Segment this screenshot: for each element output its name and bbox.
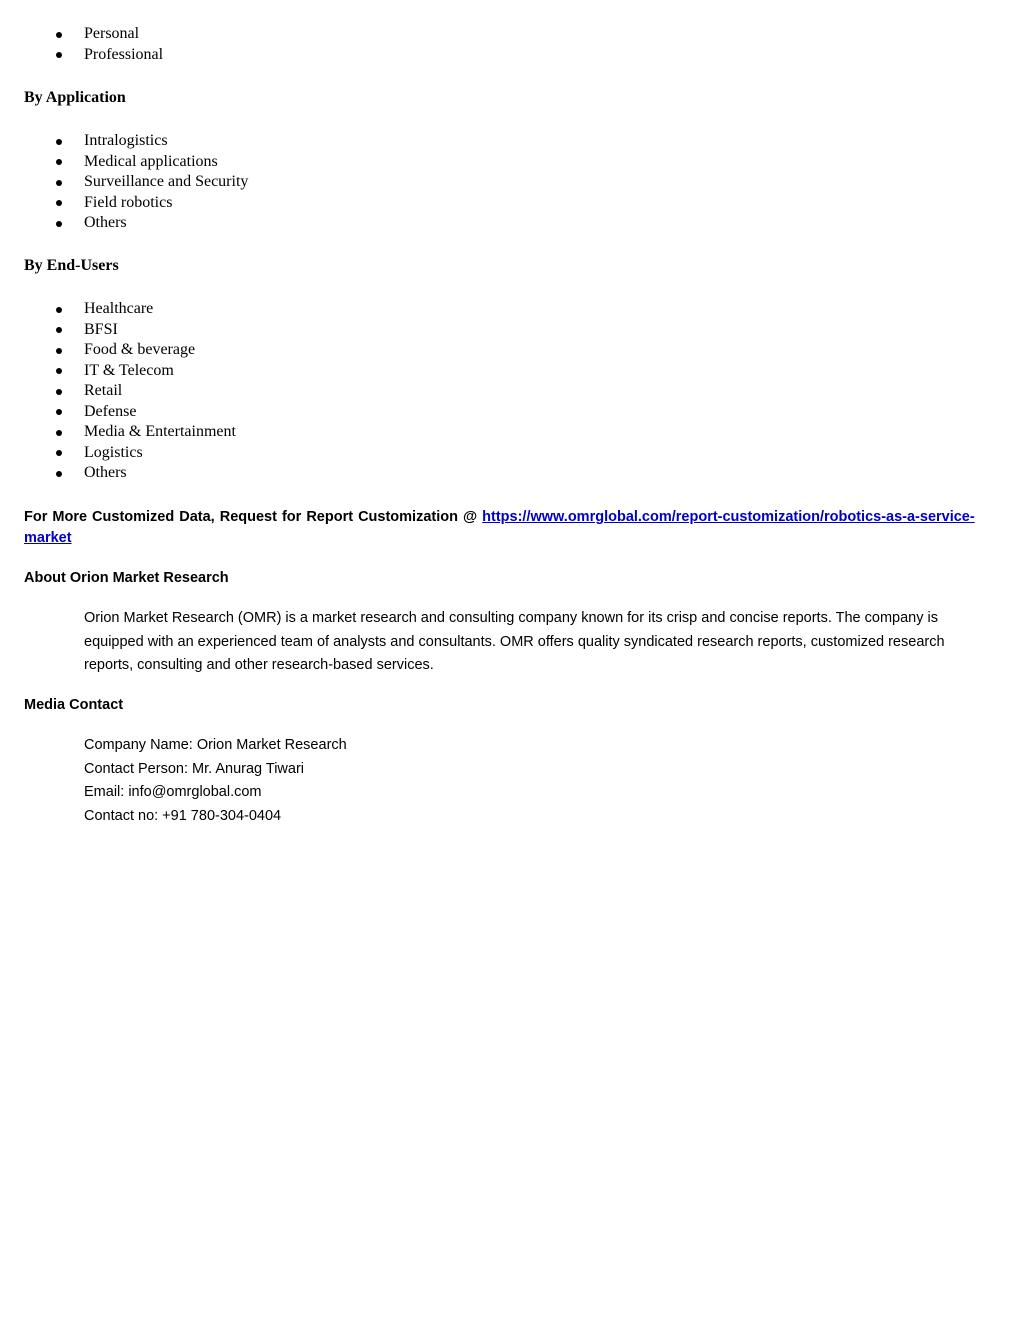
list-item-label: Retail bbox=[84, 382, 123, 399]
list-item bbox=[24, 320, 1000, 341]
about-heading: About Orion Market Research bbox=[24, 570, 229, 586]
list-item-label: BFSI bbox=[84, 320, 118, 338]
customization-link[interactable]: https://www.omrglobal.com/report-customization/robotics-as-a-service-market bbox=[24, 509, 975, 546]
contact-email: Email: info@omrglobal.com bbox=[84, 784, 262, 800]
type-list-section bbox=[24, 24, 1000, 65]
list-item bbox=[24, 172, 1000, 193]
bullet-icon bbox=[56, 327, 62, 333]
list-item-label: Logistics bbox=[84, 443, 143, 461]
media-contact-details bbox=[24, 734, 1000, 828]
about-paragraph: Orion Market Research (OMR) is a market research and consulting company known for its crisp and concise reports. The company is equipped with an experienced team of analysts and consultants. OMR offers quality syndicated research reports, customized research reports, consulting and other research-based services. bbox=[84, 610, 945, 673]
bullet-icon bbox=[56, 389, 62, 395]
list-item-label: Others bbox=[84, 214, 127, 231]
bullet-icon bbox=[56, 139, 62, 145]
list-item-label: Personal bbox=[84, 25, 140, 42]
end-users-heading: By End-Users bbox=[24, 257, 119, 274]
list-item-label: Medical applications bbox=[84, 152, 218, 170]
bullet-icon bbox=[56, 348, 62, 354]
list-item bbox=[24, 45, 1000, 66]
list-item-label: Food & beverage bbox=[84, 341, 196, 358]
end-users-list bbox=[24, 299, 1000, 484]
list-item-label: IT & Telecom bbox=[84, 361, 174, 379]
application-list bbox=[24, 131, 1000, 234]
media-contact-heading: Media Contact bbox=[24, 697, 124, 713]
list-item bbox=[24, 381, 1000, 402]
bullet-icon bbox=[56, 221, 62, 227]
end-users-section bbox=[24, 299, 1000, 484]
bullet-icon bbox=[56, 200, 62, 206]
list-item-label: Professional bbox=[84, 45, 164, 63]
list-item bbox=[24, 443, 1000, 464]
list-item bbox=[24, 152, 1000, 173]
bullet-icon bbox=[56, 430, 62, 436]
list-item-label: Intralogistics bbox=[84, 132, 168, 149]
list-item bbox=[24, 340, 1000, 361]
list-item bbox=[24, 24, 1000, 45]
bullet-icon bbox=[56, 471, 62, 477]
application-heading: By Application bbox=[24, 89, 126, 106]
list-item-label: Healthcare bbox=[84, 300, 154, 317]
list-item-label: Field robotics bbox=[84, 193, 173, 211]
bullet-icon bbox=[56, 159, 62, 165]
customization-callout bbox=[24, 507, 1000, 549]
list-item bbox=[24, 131, 1000, 152]
contact-person: Contact Person: Mr. Anurag Tiwari bbox=[84, 760, 305, 777]
customization-text: For More Customized Data, Request for Report Customization @ bbox=[24, 509, 483, 525]
contact-phone: Contact no: +91 780-304-0404 bbox=[84, 807, 282, 824]
bullet-icon bbox=[56, 307, 62, 313]
list-item-label: Defense bbox=[84, 402, 137, 420]
list-item bbox=[24, 422, 1000, 443]
list-item bbox=[24, 402, 1000, 423]
list-item bbox=[24, 193, 1000, 214]
list-item bbox=[24, 463, 1000, 484]
application-section bbox=[24, 131, 1000, 234]
bullet-icon bbox=[56, 368, 62, 374]
list-item bbox=[24, 361, 1000, 382]
bullet-icon bbox=[56, 450, 62, 456]
bullet-icon bbox=[56, 409, 62, 415]
bullet-icon bbox=[56, 52, 62, 58]
bullet-icon bbox=[56, 180, 62, 186]
list-item-label: Surveillance and Security bbox=[84, 173, 249, 190]
list-item bbox=[24, 299, 1000, 320]
bullet-icon bbox=[56, 32, 62, 38]
list-item bbox=[24, 213, 1000, 234]
list-item-label: Media & Entertainment bbox=[84, 423, 236, 440]
list-item-label: Others bbox=[84, 464, 127, 481]
contact-company: Company Name: Orion Market Research bbox=[84, 737, 347, 753]
type-list bbox=[24, 24, 1000, 65]
